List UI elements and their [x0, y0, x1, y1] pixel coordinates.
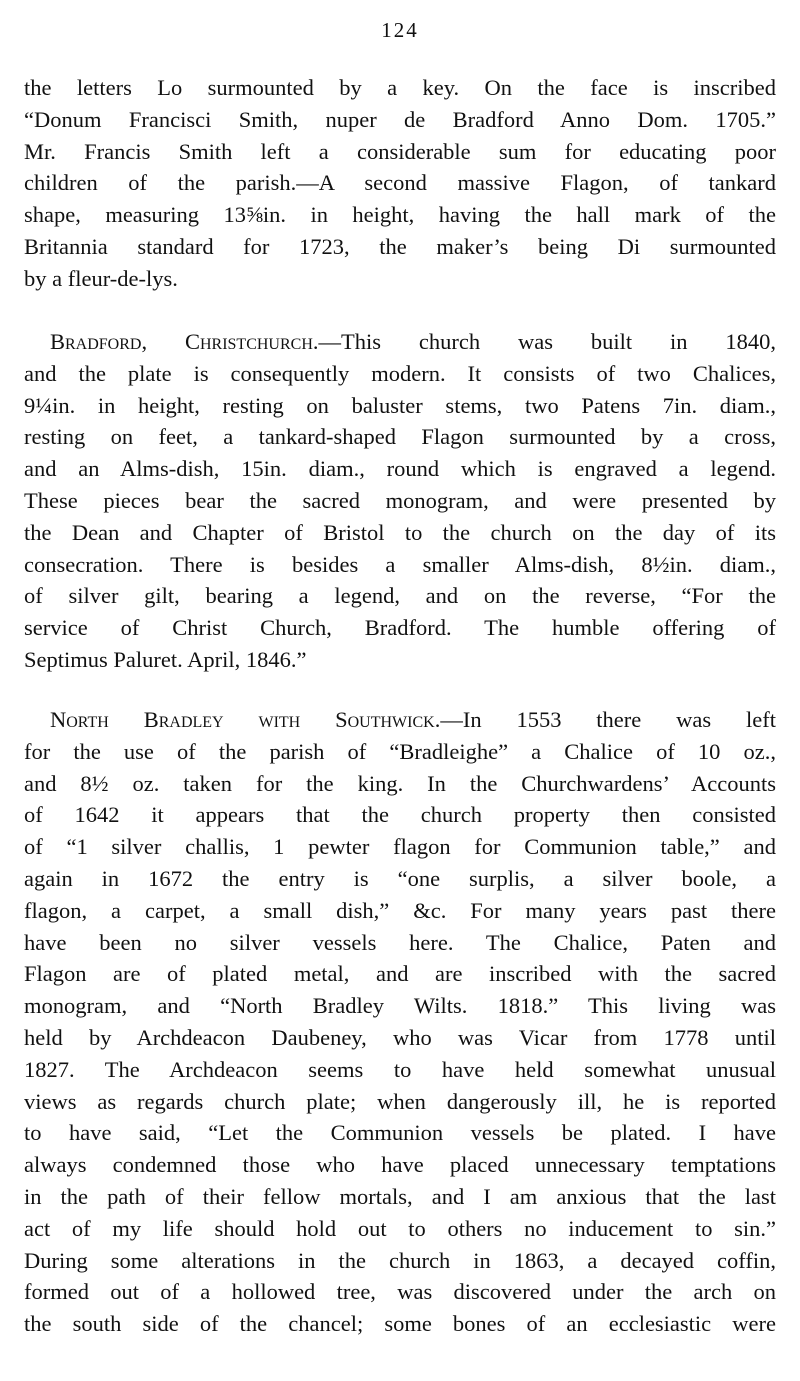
text-line: service of Christ Church, Bradford. The humble offering of: [24, 615, 776, 641]
text-line: children of the parish.—A second massive Flagon, of tankard: [24, 170, 776, 196]
paragraph-bradford-christchurch: [24, 326, 776, 676]
text-line: monogram, and “North Bradley Wilts. 1818.” This living was: [24, 993, 776, 1019]
text-line: 9¼in. in height, resting on baluster stems, two Patens 7in. diam.,: [24, 392, 776, 418]
text-line: and an Alms-dish, 15in. diam., round which is engraved a legend.: [24, 456, 776, 482]
text-line: [24, 704, 776, 736]
text-line: the south side of the chancel; some bones of an ecclesiastic were: [24, 1311, 776, 1337]
text-line: the letters Lo surmounted by a key. On the face is inscribed: [24, 75, 776, 100]
text-line: formed out of a hollowed tree, was discovered under the arch on: [24, 1279, 776, 1305]
text-line: by a fleur-de-lys.: [24, 265, 178, 291]
text-line: of silver gilt, bearing a legend, and on the reverse, “For the: [24, 583, 776, 609]
text-line: and 8½ oz. taken for the king. In the Churchwardens’ Accounts: [24, 770, 776, 796]
text-line: These pieces bear the sacred monogram, and were presented by: [24, 487, 776, 513]
text-line: shape, measuring 13⅝in. in height, having the hall mark of the: [24, 202, 776, 228]
text-line: consecration. There is besides a smaller Alms-dish, 8½in. diam.,: [24, 551, 776, 577]
text-line: for the use of the parish of “Bradleighe” a Chalice of 10 oz.,: [24, 738, 776, 764]
text-run: —This church was built in 1840,: [318, 329, 776, 354]
page-number: 124: [381, 18, 419, 42]
text-line: in the path of their fellow mortals, and I am anxious that the last: [24, 1183, 776, 1209]
text-line: flagon, a carpet, a small dish,” &c. For many years past there: [24, 897, 776, 923]
text-line: to have said, “Let the Communion vessels be plated. I have: [24, 1120, 776, 1146]
text-line: again in 1672 the entry is “one surplis, a silver boole, a: [24, 865, 776, 891]
text-line: Britannia standard for 1723, the maker’s being Di surmounted: [24, 233, 776, 259]
text-line: of 1642 it appears that the church property then consisted: [24, 802, 776, 828]
paragraph-smith-flagon: [24, 72, 776, 295]
text-line: resting on feet, a tankard-shaped Flagon surmounted by a cross,: [24, 424, 776, 450]
text-line: the Dean and Chapter of Bristol to the church on the day of its: [24, 519, 776, 545]
text-line: act of my life should hold out to others no inducement to sin.”: [24, 1215, 776, 1241]
text-line: views as regards church plate; when dangerously ill, he is reported: [24, 1088, 776, 1114]
text-line: Mr. Francis Smith left a considerable sum for educating poor: [24, 138, 776, 164]
text-line: During some alterations in the church in 1863, a decayed coffin,: [24, 1247, 776, 1273]
text-line: of “1 silver challis, 1 pewter flagon for Communion table,” and: [24, 834, 776, 860]
text-line: always condemned those who have placed unnecessary temptations: [24, 1152, 776, 1178]
text-line: “Donum Francisci Smith, nuper de Bradford Anno Dom. 1705.”: [24, 106, 776, 132]
text-line: Septimus Paluret. April, 1846.”: [24, 646, 307, 672]
text-line: Flagon are of plated metal, and are inscribed with the sacred: [24, 961, 776, 987]
text-line: have been no silver vessels here. The Chalice, Paten and: [24, 929, 776, 955]
section-heading: North Bradley with Southwick.: [50, 707, 441, 732]
text-line: 1827. The Archdeacon seems to have held somewhat unusual: [24, 1056, 776, 1082]
paragraph-north-bradley: [24, 704, 776, 1340]
text-line: and the plate is consequently modern. It consists of two Chalices,: [24, 360, 776, 386]
text-line: held by Archdeacon Daubeney, who was Vicar from 1778 until: [24, 1024, 776, 1050]
section-heading: Bradford, Christchurch.: [50, 329, 319, 354]
text-run: —In 1553 there was left: [440, 707, 776, 732]
text-line: [24, 326, 776, 358]
